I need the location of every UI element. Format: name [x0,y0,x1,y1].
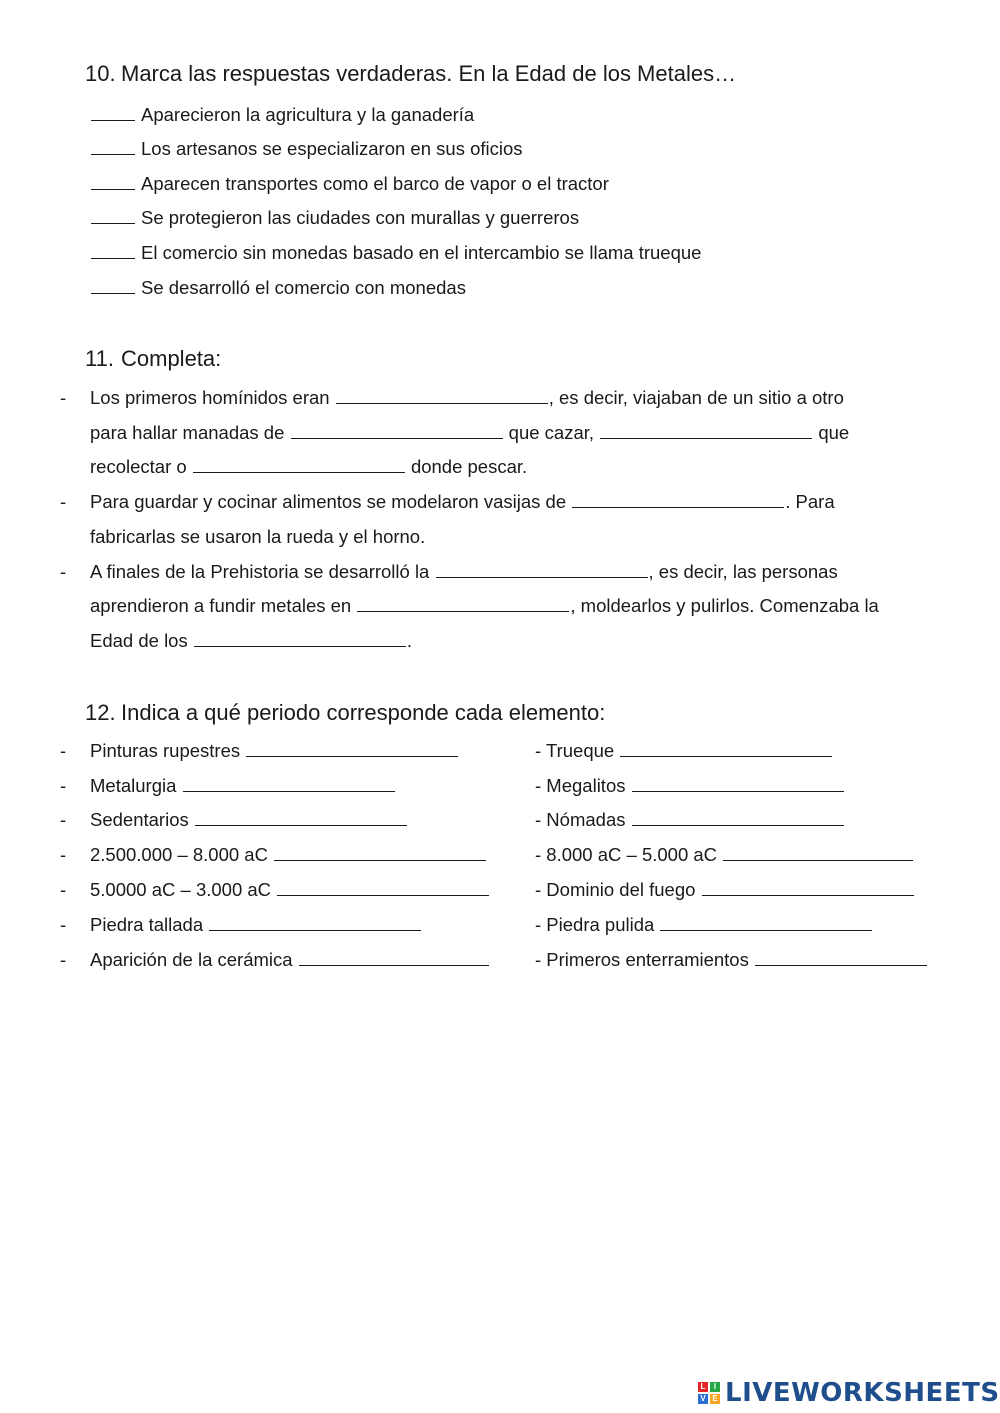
q10-option-text: El comercio sin monedas basado en el intercambio se llama trueque [141,242,702,263]
q11-p1-line2 [90,422,849,444]
answer-blank[interactable] [91,208,135,224]
q12-right-item [535,949,928,971]
q12-title-text: Indica a qué periodo corresponde cada elemento: [121,700,606,725]
item-label: - Piedra pulida [535,914,655,935]
q10-option-text: Aparecieron la agricultura y la ganadería [141,104,475,125]
q12-right-item [535,844,914,866]
bullet-dash: - [60,491,67,512]
bullet-dash: - [60,949,67,970]
item-label: Aparición de la cerámica [90,949,293,970]
q11-p3-line1 [90,561,838,583]
bullet-dash: - [60,387,67,408]
item-label: Metalurgia [90,775,177,796]
q10-title-text: Marca las respuestas verdaderas. En la Edad de los Metales… [121,61,737,86]
text: . Para [785,491,835,512]
q12-right-item [535,879,915,901]
text: Edad de los [90,630,188,651]
fill-blank[interactable] [755,950,927,966]
fill-blank[interactable] [195,810,407,826]
liveworksheets-logo [698,1378,1000,1408]
answer-blank[interactable] [91,105,135,121]
text: Los primeros homínidos eran [90,387,330,408]
logo-mark-cell: V [698,1394,708,1404]
item-label: 2.500.000 – 8.000 aC [90,844,268,865]
fill-blank[interactable] [274,845,486,861]
q12-title [85,700,605,726]
text: que [818,422,850,443]
fill-blank[interactable] [194,631,406,647]
fill-blank[interactable] [336,388,548,404]
logo-mark-cell: E [710,1394,720,1404]
item-label: - Nómadas [535,809,626,830]
fill-blank[interactable] [183,776,395,792]
text: A finales de la Prehistoria se desarrolló la [90,561,430,582]
q12-left-item [90,914,422,936]
item-label: Pinturas rupestres [90,740,241,761]
fill-blank[interactable] [600,423,812,439]
item-label: - Primeros enterramientos [535,949,749,970]
q12-right-item [535,740,833,762]
q12-left-item [90,775,396,797]
q11-p3-line2 [90,595,879,617]
fill-blank[interactable] [632,776,844,792]
item-label: - Trueque [535,740,615,761]
q10-option-text: Se protegieron las ciudades con murallas y guerreros [141,207,580,228]
bullet-dash: - [60,809,67,830]
bullet-dash: - [60,740,67,761]
answer-blank[interactable] [91,278,135,294]
q11-title-text: Completa: [121,346,222,371]
logo-text: LIVEWORKSHEETS [725,1378,1000,1408]
q12-left-item [90,844,487,866]
q10-option [90,104,474,126]
logo-mark-icon [698,1382,720,1404]
fill-blank[interactable] [660,915,872,931]
text: que cazar, [508,422,595,443]
q11-title [85,346,221,372]
q10-number: 10. [85,61,116,86]
text: fabricarlas se usaron la rueda y el horno. [90,526,426,547]
q11-p2-line1 [90,491,835,513]
text: . [406,630,412,651]
q12-right-item [535,809,845,831]
q10-option-text: Aparecen transportes como el barco de vapor o el tractor [141,173,609,194]
q12-left-item [90,809,408,831]
fill-blank[interactable] [723,845,913,861]
q10-option [90,207,579,229]
q12-right-item [535,775,845,797]
answer-blank[interactable] [91,174,135,190]
text: , es decir, viajaban de un sitio a otro [548,387,844,408]
q12-left-item [90,879,490,901]
q10-option [90,138,523,160]
item-label: - 8.000 aC – 5.000 aC [535,844,718,865]
bullet-dash: - [60,914,67,935]
fill-blank[interactable] [299,950,489,966]
item-label: Sedentarios [90,809,189,830]
item-label: - Megalitos [535,775,626,796]
q10-option [90,277,466,299]
fill-blank[interactable] [632,810,844,826]
q12-right-item [535,914,873,936]
fill-blank[interactable] [277,880,489,896]
q11-p3-line3 [90,630,412,652]
text: , moldearlos y pulirlos. Comenzaba la [570,595,879,616]
q10-option-text: Los artesanos se especializaron en sus oficios [141,138,523,159]
fill-blank[interactable] [291,423,503,439]
q11-p1-line3 [90,456,527,478]
answer-blank[interactable] [91,243,135,259]
text: recolectar o [90,456,187,477]
q11-p2-line2 [90,526,425,548]
q10-title [85,61,736,87]
logo-mark-cell: I [710,1382,720,1392]
fill-blank[interactable] [572,492,784,508]
fill-blank[interactable] [436,562,648,578]
bullet-dash: - [60,879,67,900]
fill-blank[interactable] [193,457,405,473]
answer-blank[interactable] [91,139,135,155]
logo-mark-cell: L [698,1382,708,1392]
bullet-dash: - [60,844,67,865]
q10-option [90,242,701,264]
q12-left-item [90,740,459,762]
item-label: 5.0000 aC – 3.000 aC [90,879,272,900]
fill-blank[interactable] [246,741,458,757]
text: aprendieron a fundir metales en [90,595,352,616]
fill-blank[interactable] [702,880,914,896]
item-label: Piedra tallada [90,914,204,935]
bullet-dash: - [60,561,67,582]
text: para hallar manadas de [90,422,285,443]
text: Para guardar y cocinar alimentos se modelaron vasijas de [90,491,567,512]
bullet-dash: - [60,775,67,796]
text: , es decir, las personas [648,561,838,582]
fill-blank[interactable] [357,596,569,612]
q12-number: 12. [85,700,116,725]
q10-option-text: Se desarrolló el comercio con monedas [141,277,466,298]
fill-blank[interactable] [620,741,832,757]
q11-number: 11. [85,346,114,371]
q12-left-item [90,949,490,971]
fill-blank[interactable] [209,915,421,931]
item-label: - Dominio del fuego [535,879,696,900]
q11-p1-line1 [90,387,844,409]
q10-option [90,173,609,195]
text: donde pescar. [410,456,528,477]
